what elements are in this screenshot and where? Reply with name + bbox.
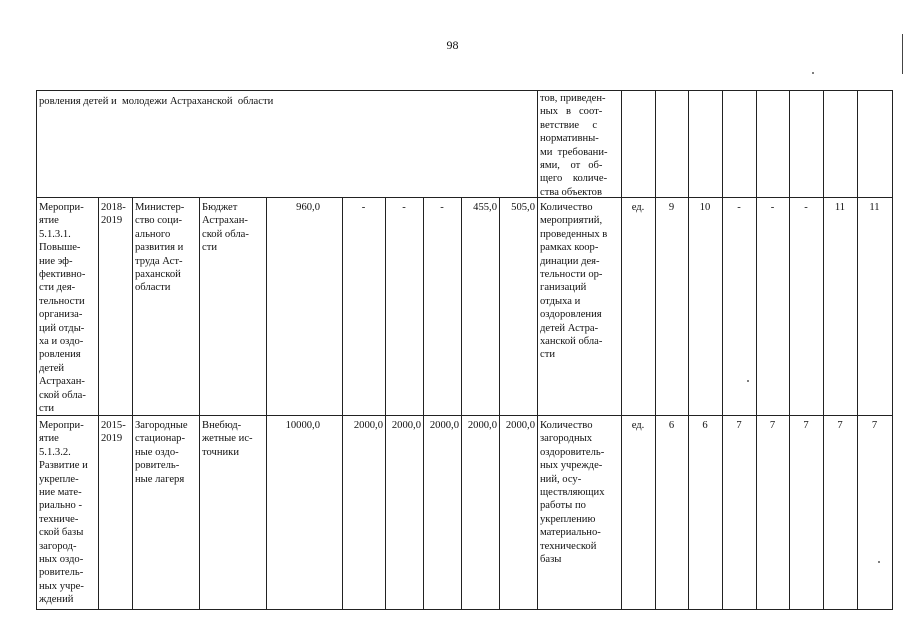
year-cell: 2000,0: [353, 420, 383, 431]
grid-line: [385, 197, 386, 610]
value-cell: 7: [837, 420, 843, 431]
value-cell: 6: [668, 420, 675, 431]
value-cell: 7: [769, 420, 776, 431]
year-cell: 455,0: [473, 202, 497, 213]
grid-line: [199, 197, 200, 610]
year-cell: 2000,0: [467, 420, 497, 431]
grid-line: [722, 90, 723, 610]
value-cell: 7: [803, 420, 809, 431]
grid-line: [36, 609, 893, 610]
year-cell: 2000,0: [391, 420, 421, 431]
source-cell: Внебюд- жетные ис- точники: [202, 420, 253, 458]
grid-line: [823, 90, 824, 610]
year-cell: 2000,0: [505, 420, 535, 431]
year-cell: -: [440, 202, 444, 213]
scan-speck: [878, 561, 880, 563]
period-cell: 2015- 2019: [101, 420, 126, 445]
grid-line: [892, 90, 893, 610]
grid-line: [789, 90, 790, 610]
measure-cell: Меропри- ятие 5.1.3.1. Повыше- ние эф- фективно- сти дея- тельности организа- ций отды- ха и оздо- ровления детей Астрахан- ской обла- сти: [39, 202, 86, 415]
grid-line: [36, 90, 893, 91]
grid-line: [36, 197, 893, 198]
executor-cell: Министер- ство соци- ального развития и труда Аст- раханской области: [135, 202, 185, 294]
year-cell: -: [402, 202, 406, 213]
scan-edge-mark: [902, 34, 903, 74]
grid-line: [423, 197, 424, 610]
value-cell: -: [770, 202, 775, 213]
header-indicator-fragment: тов, приведен- ных в соот- ветствие с нормативны- ми требовани- ями, от об- щего количе- ства объектов: [540, 93, 608, 198]
value-cell: 9: [668, 202, 675, 213]
grid-line: [266, 197, 267, 610]
page-number: 98: [446, 38, 459, 52]
value-cell: 7: [871, 420, 878, 431]
value-cell: 11: [869, 202, 880, 213]
unit-cell: ед.: [631, 202, 645, 213]
indicator-cell: Количество мероприятий, проведенных в рамках коор- динации дея- тельности ор- ганизаций отдыха и оздоровления детей Астра- ханской обла- сти: [540, 202, 608, 361]
year-cell: 505,0: [511, 202, 535, 213]
value-cell: 7: [736, 420, 742, 431]
grid-line: [756, 90, 757, 610]
grid-line: [36, 415, 893, 416]
value-cell: 6: [702, 420, 708, 431]
source-cell: Бюджет Астрахан- ской обла- сти: [202, 202, 249, 254]
indicator-cell: Количество загородных оздоровитель- ных учрежде- ний, осу- ществляющих работы по укреплению материально- технической базы: [540, 420, 605, 566]
total-cell: 10000,0: [285, 420, 320, 431]
scan-speck: [747, 380, 749, 382]
grid-line: [132, 197, 133, 610]
value-cell: 10: [699, 202, 711, 213]
period-cell: 2018- 2019: [101, 202, 126, 227]
header-title-fragment: ровления детей и молодежи Астраханской области: [39, 96, 274, 107]
grid-line: [688, 90, 689, 610]
year-cell: -: [361, 202, 366, 213]
grid-line: [499, 197, 500, 610]
grid-line: [621, 90, 622, 610]
grid-line: [98, 197, 99, 610]
value-cell: -: [737, 202, 741, 213]
measure-cell: Меропри- ятие 5.1.3.2. Развитие и укрепле- ние мате- риально - техниче- ской базы загород- ных оздо- ровитель- ных учре- ждений: [39, 420, 88, 606]
grid-line: [342, 197, 343, 610]
unit-cell: ед.: [631, 420, 645, 431]
grid-line: [461, 197, 462, 610]
year-cell: 2000,0: [429, 420, 459, 431]
grid-line: [655, 90, 656, 610]
grid-line: [36, 90, 37, 610]
grid-line: [537, 90, 538, 610]
total-cell: 960,0: [296, 202, 320, 213]
scan-speck: [812, 72, 814, 74]
executor-cell: Загородные стационар- ные оздо- ровитель- ные лагеря: [135, 420, 188, 485]
value-cell: 11: [834, 202, 846, 213]
grid-line: [857, 90, 858, 610]
value-cell: -: [804, 202, 808, 213]
